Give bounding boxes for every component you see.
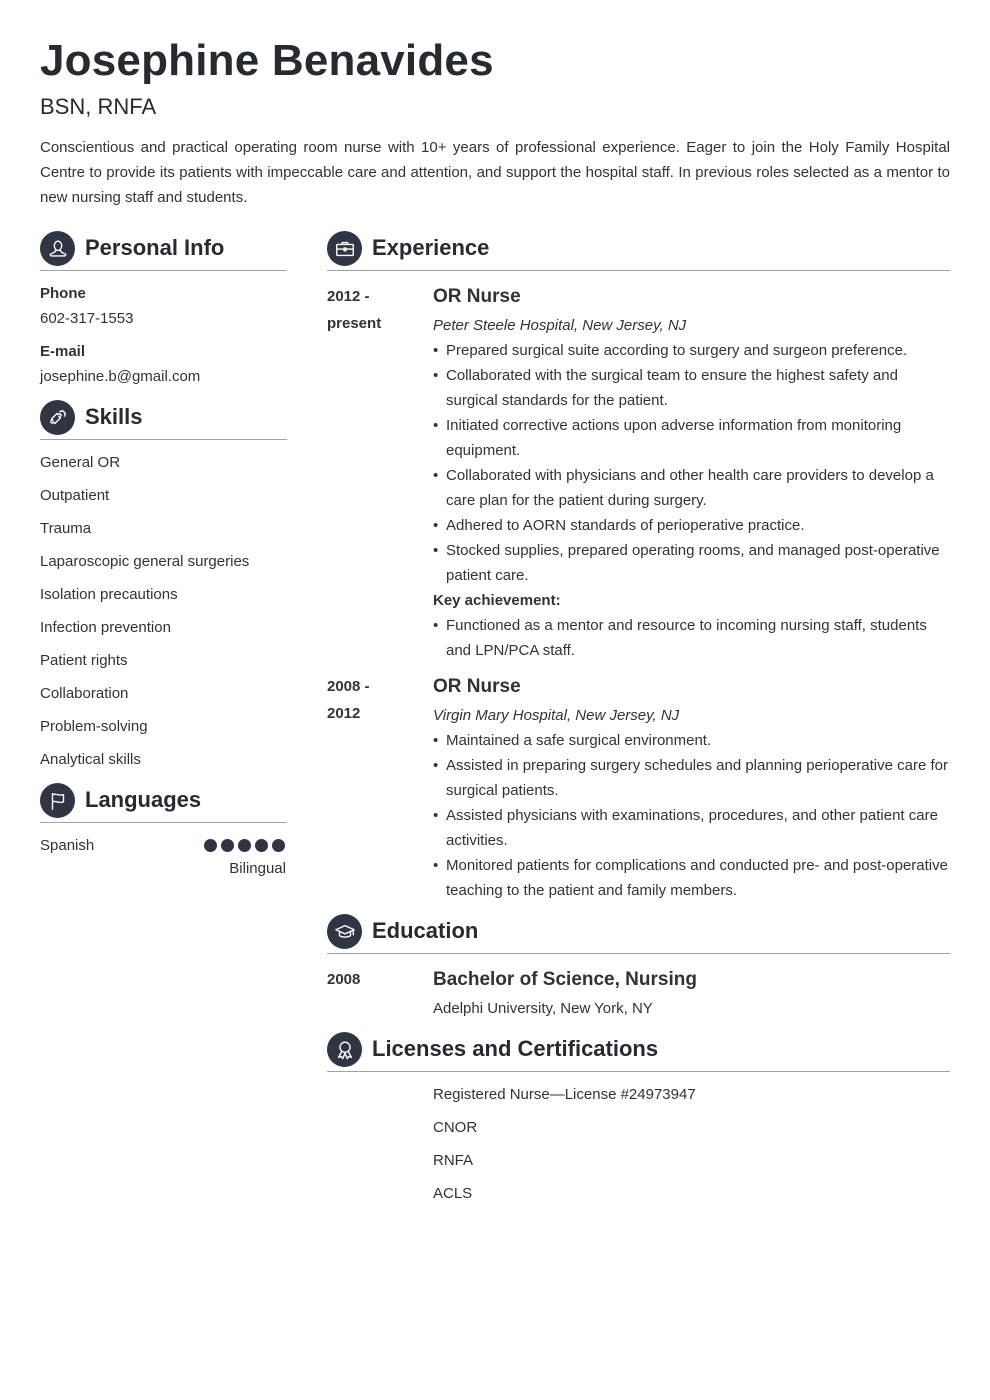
- section-divider: [40, 822, 287, 823]
- certification-item: CNOR: [433, 1119, 478, 1136]
- personal-info-heading: [40, 231, 287, 271]
- section-divider: [40, 439, 287, 440]
- section-title: Languages: [85, 787, 202, 812]
- list-item: • Functioned as a mentor and resource to incoming nursing staff, students and LPN/PCA staff.: [433, 613, 951, 663]
- job-employer: Virgin Mary Hospital, New Jersey, NJ: [433, 707, 680, 724]
- flag-icon: [40, 783, 75, 818]
- language-level: Bilingual: [229, 860, 286, 877]
- section-title: Education: [372, 918, 479, 943]
- job-dates: [327, 673, 370, 727]
- certification-item: Registered Nurse—License #24973947: [433, 1086, 696, 1103]
- school-name: Adelphi University, New York, NY: [433, 1000, 653, 1017]
- section-title: Personal Info: [85, 235, 225, 260]
- person-icon: [40, 231, 75, 266]
- email-value: josephine.b@gmail.com: [40, 368, 201, 385]
- phone-label: Phone: [40, 285, 86, 302]
- job-date-start: 2012 -: [327, 288, 370, 305]
- section-title: Skills: [85, 404, 143, 429]
- certification-item: RNFA: [433, 1152, 474, 1169]
- list-item: • Stocked supplies, prepared operating rooms, and managed post-operative patient care.: [433, 538, 951, 588]
- job-date-start: 2008 -: [327, 678, 370, 695]
- languages-heading: [40, 783, 287, 823]
- experience-heading: [327, 231, 950, 271]
- key-achievement-bullets: [433, 613, 951, 663]
- puzzle-icon: [40, 400, 75, 435]
- rating-dot: [238, 839, 251, 852]
- section-divider: [327, 270, 950, 271]
- key-achievement-label: Key achievement:: [433, 592, 561, 609]
- email-label: E-mail: [40, 343, 86, 360]
- rating-dot: [255, 839, 268, 852]
- education-heading: [327, 914, 950, 954]
- skill-item: Isolation precautions: [40, 586, 178, 603]
- section-title: Experience: [372, 235, 490, 260]
- language-rating: [204, 839, 285, 852]
- skill-item: General OR: [40, 454, 121, 471]
- briefcase-icon: [327, 231, 362, 266]
- list-item: • Maintained a safe surgical environment.: [433, 728, 951, 753]
- list-item: • Assisted physicians with examinations, procedures, and other patient care activities.: [433, 803, 951, 853]
- candidate-name: Josephine Benavides: [40, 36, 494, 85]
- job-date-end: 2012: [327, 705, 361, 722]
- profile-summary: Conscientious and practical operating room nurse with 10+ years of professional experience. Eager to join the Holy Family Hospital Centre to provide its patients with impeccable care and attention, and support the hospital staff. In previous roles selected as a mentor to new nursing staff and students.: [40, 139, 950, 206]
- list-item: • Monitored patients for complications and conducted pre- and post-operative teaching to the patient and family members.: [433, 853, 951, 903]
- skill-item: Trauma: [40, 520, 92, 537]
- job-employer: Peter Steele Hospital, New Jersey, NJ: [433, 317, 687, 334]
- phone-value: 602-317-1553: [40, 310, 134, 327]
- job-bullets: [433, 728, 951, 903]
- degree-title: Bachelor of Science, Nursing: [433, 969, 697, 990]
- list-item: • Prepared surgical suite according to surgery and surgeon preference.: [433, 338, 951, 363]
- skill-item: Collaboration: [40, 685, 129, 702]
- skill-item: Laparoscopic general surgeries: [40, 553, 250, 570]
- job-title: OR Nurse: [433, 676, 521, 697]
- list-item: • Adhered to AORN standards of perioperative practice.: [433, 513, 951, 538]
- certification-item: ACLS: [433, 1185, 473, 1202]
- skills-heading: [40, 400, 287, 440]
- job-dates: [327, 283, 381, 337]
- skill-item: Patient rights: [40, 652, 128, 669]
- rating-dot: [204, 839, 217, 852]
- skill-item: Analytical skills: [40, 751, 141, 768]
- section-divider: [327, 1071, 950, 1072]
- rating-dot: [272, 839, 285, 852]
- rating-dot: [221, 839, 234, 852]
- graduation-cap-icon: [327, 914, 362, 949]
- section-divider: [40, 270, 287, 271]
- list-item: • Collaborated with physicians and other health care providers to develop a care plan for the patient during surgery.: [433, 463, 951, 513]
- section-title: Licenses and Certifications: [372, 1036, 659, 1061]
- licenses-heading: [327, 1032, 950, 1072]
- award-ribbon-icon: [327, 1032, 362, 1067]
- list-item: • Initiated corrective actions upon adverse information from monitoring equipment.: [433, 413, 951, 463]
- list-item: • Assisted in preparing surgery schedules and planning perioperative care for surgical patients.: [433, 753, 951, 803]
- skill-item: Infection prevention: [40, 619, 171, 636]
- skill-item: Outpatient: [40, 487, 110, 504]
- job-title: OR Nurse: [433, 286, 521, 307]
- education-date: 2008: [327, 971, 361, 988]
- job-bullets: [433, 338, 951, 588]
- list-item: • Collaborated with the surgical team to ensure the highest safety and surgical standards for the patient.: [433, 363, 951, 413]
- skill-item: Problem-solving: [40, 718, 148, 735]
- candidate-credentials: BSN, RNFA: [40, 94, 157, 119]
- language-name: Spanish: [40, 837, 95, 854]
- job-date-end: present: [327, 315, 382, 332]
- section-divider: [327, 953, 950, 954]
